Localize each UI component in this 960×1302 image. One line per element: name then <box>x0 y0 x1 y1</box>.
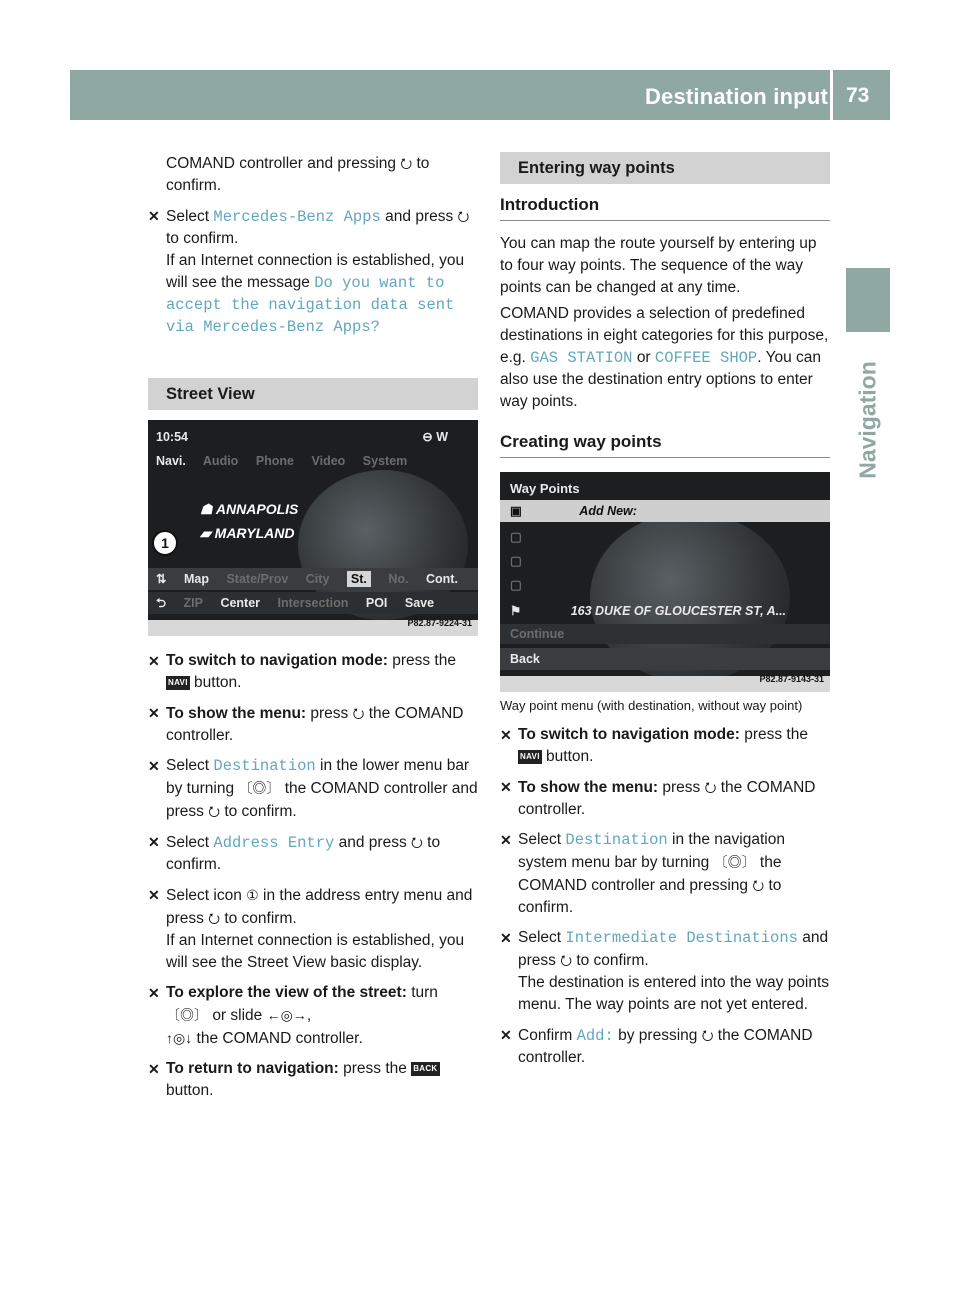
step-select-icon <box>148 884 478 974</box>
figure-caption: Way point menu (with destination, without way point) <box>500 698 803 713</box>
step-marker-icon: ✕ <box>148 653 160 669</box>
way-points-screenshot <box>500 472 830 692</box>
text: press the <box>343 1060 407 1077</box>
text: and press <box>338 834 407 851</box>
press-icon: ⭮ <box>457 208 470 224</box>
text: Select <box>518 929 562 946</box>
compass-label: W <box>436 430 448 444</box>
step-marker-icon: ✕ <box>148 758 160 774</box>
subhead-introduction: Introduction <box>500 194 830 221</box>
text: press the <box>392 652 456 669</box>
bold-text: To show the menu: <box>166 705 307 722</box>
turn-icon: 〔◎〕 <box>713 854 756 870</box>
step-marker-icon: ✕ <box>148 834 160 850</box>
image-code: P82.87-9224-31 <box>407 618 472 628</box>
step-marker-icon: ✕ <box>500 1027 512 1043</box>
text: in the lower menu bar by turning <box>166 757 470 797</box>
step-show-menu <box>148 702 478 747</box>
section-way-points: Entering way points <box>500 152 830 184</box>
text: button. <box>194 674 242 691</box>
text: the COMAND controller. <box>166 705 464 744</box>
screen-time: 10:54 <box>156 430 188 444</box>
entry-street: St. <box>347 571 371 587</box>
text: . You can also use the destination entry options to enter way points. <box>500 349 822 410</box>
text: or slide <box>212 1007 263 1024</box>
waypoint-slot-3: ▢ <box>510 554 522 568</box>
text: in the address entry menu and press <box>166 887 473 927</box>
screen-back: Back <box>500 648 830 670</box>
text: or <box>636 349 651 366</box>
screen-status-bar <box>148 426 478 448</box>
step-show-menu <box>500 776 830 821</box>
lower-poi: POI <box>365 596 388 610</box>
text: the COMAND controller. <box>518 779 816 818</box>
step-marker-icon: ✕ <box>500 779 512 795</box>
callout-1-icon: ① <box>246 887 259 903</box>
step-marker-icon: ✕ <box>500 832 512 848</box>
step-marker-icon: ✕ <box>148 985 160 1001</box>
text: the COMAND controller. <box>518 1027 813 1066</box>
step-switch-nav <box>500 724 830 768</box>
chapter-title: Destination input <box>644 84 828 109</box>
menu-item-add: Add: <box>576 1027 614 1045</box>
press-icon: ⭮ <box>208 910 221 926</box>
press-icon: ⭮ <box>560 952 573 968</box>
waypoint-icon: ▣ <box>510 504 522 518</box>
message-line-1: Do you want to <box>314 274 445 292</box>
screen-main-menu <box>148 450 478 472</box>
text: the COMAND controller and pressing <box>518 854 782 894</box>
screen-title: Way Points <box>510 481 580 496</box>
intro-text-2: to confirm. <box>166 155 430 194</box>
bold-text: To switch to navigation mode: <box>166 652 388 669</box>
lower-intersection: Intersection <box>277 596 349 610</box>
add-new-label: Add New: <box>579 504 637 518</box>
text: to confirm. <box>166 230 239 247</box>
waypoint-slot-4: ▢ <box>510 578 522 592</box>
message-line-3: via Mercedes-Benz Apps? <box>166 318 380 336</box>
destination-flag-icon: ⚑ <box>510 604 522 618</box>
back-key-icon: BACK <box>411 1062 439 1076</box>
menu-video: Video <box>311 454 346 468</box>
step-select-address <box>148 831 478 876</box>
navi-key-icon: NAVI <box>518 750 542 764</box>
menu-item-mercedes-apps: Mercedes-Benz Apps <box>213 208 381 226</box>
text: the COMAND controller and press <box>166 780 478 820</box>
press-icon: ⭮ <box>752 877 765 893</box>
menu-item-destination: Destination <box>565 831 668 849</box>
lower-zip: ZIP <box>183 596 203 610</box>
step-explore-street: ✕ To explore the view of the street: turn 〔◎〕 or slide ←◎→, ↑◎↓ the COMAND controller. <box>148 984 438 1047</box>
image-code: P82.87-9143-31 <box>759 674 824 684</box>
slide-ud-icon: ↑◎↓ <box>166 1030 193 1046</box>
text: Select <box>166 757 210 774</box>
step-marker-icon: ✕ <box>148 705 160 721</box>
waypoint-slot-2: ▢ <box>510 530 522 544</box>
right-column <box>500 152 830 1077</box>
menu-navi: Navi. <box>156 454 186 468</box>
step-marker-icon: ✕ <box>500 727 512 743</box>
text: button. <box>166 1082 214 1099</box>
text: Select icon <box>166 887 242 904</box>
intro-text <box>148 152 478 197</box>
destination-label: 163 DUKE OF GLOUCESTER ST, A... <box>570 604 787 618</box>
menu-item-destination: Destination <box>213 757 316 775</box>
text: to confirm. <box>576 952 649 969</box>
menu-phone: Phone <box>255 454 295 468</box>
screen-state: ▰ MARYLAND <box>200 525 295 541</box>
text: Select <box>518 831 562 848</box>
menu-item-intermediate-destinations: Intermediate Destinations <box>565 929 798 947</box>
menu-item-address-entry: Address Entry <box>213 834 335 852</box>
screen-lower-bar <box>148 592 478 614</box>
navi-key-icon: NAVI <box>166 676 190 690</box>
step-select-destination <box>500 829 830 919</box>
subhead-creating-way-points: Creating way points <box>500 431 830 458</box>
intro-paragraph-1: You can map the route yourself by entering up to four way points. The sequence of the way points can be changed at any time. <box>500 235 817 296</box>
press-icon: ⭮ <box>400 155 413 171</box>
step-marker-icon: ✕ <box>148 1061 160 1077</box>
category-coffee-shop: COFFEE SHOP <box>654 349 758 367</box>
text: COMAND provides a selection of predefined destinations in eight categories for this purpose, e.g. <box>500 305 829 366</box>
step-marker-icon: ✕ <box>148 887 160 903</box>
lower-save: Save <box>404 596 435 610</box>
step-marker-icon: ✕ <box>148 208 160 224</box>
section-street-view: Street View <box>148 378 478 410</box>
header-separator <box>830 70 833 120</box>
entry-continue: Cont. <box>425 572 458 586</box>
callout-1: 1 <box>152 530 178 556</box>
press-icon: ⭮ <box>208 803 221 819</box>
text: press the <box>744 726 808 743</box>
state-label: MARYLAND <box>214 525 295 541</box>
text: to confirm. <box>224 803 297 820</box>
entry-state: State/Prov <box>226 572 289 586</box>
press-icon: ⭮ <box>352 705 365 721</box>
step-intermediate-destinations <box>500 927 830 1016</box>
category-gas-station: GAS STATION <box>530 349 633 367</box>
text: to confirm. <box>518 877 782 916</box>
left-column <box>148 152 478 1110</box>
message-line-2: accept the navigation data sent <box>166 296 455 314</box>
text: in the navigation system menu bar by turning <box>518 831 785 871</box>
lower-center: Center <box>220 596 261 610</box>
press-icon: ⭮ <box>704 779 717 795</box>
side-tab-marker <box>846 268 890 332</box>
press-icon: ⭮ <box>701 1027 714 1043</box>
text: press <box>662 779 701 796</box>
page-number: 73 <box>846 84 870 107</box>
screen-entry-bar <box>148 568 478 590</box>
street-view-screenshot <box>148 420 478 636</box>
text: Confirm <box>518 1027 573 1044</box>
entry-map: Map <box>183 572 209 586</box>
bold-text: To show the menu: <box>518 779 659 796</box>
text: and press <box>385 208 454 225</box>
screen-city: ☗ ANNAPOLIS <box>200 501 299 517</box>
text: button. <box>546 748 594 765</box>
entry-number: No. <box>388 572 409 586</box>
bold-text: To explore the view of the street: <box>166 984 407 1001</box>
text: and press <box>518 929 829 969</box>
entry-city: City <box>305 572 330 586</box>
screen-add-row <box>500 500 830 522</box>
intro-text-1: COMAND controller and pressing <box>166 155 397 172</box>
step-select-apps <box>148 205 478 338</box>
street-view-icon: ⇅ <box>156 572 167 586</box>
screen-continue: Continue <box>500 624 830 644</box>
text: If an Internet connection is established, you will see the Street View basic display. <box>166 932 465 971</box>
text: to confirm. <box>224 910 297 927</box>
city-label: ANNAPOLIS <box>215 501 299 517</box>
bold-text: To switch to navigation mode: <box>518 726 740 743</box>
slide-lr-icon: ←◎→ <box>266 1007 307 1023</box>
text: The destination is entered into the way points menu. The way points are not yet entered. <box>518 974 830 1013</box>
text: to confirm. <box>166 834 441 873</box>
turn-icon: 〔◎〕 <box>166 1007 208 1023</box>
menu-system: System <box>362 454 408 468</box>
text: Select <box>166 834 210 851</box>
bold-text: To return to navigation: <box>166 1060 339 1077</box>
text: press <box>310 705 349 722</box>
step-return-nav <box>148 1058 478 1102</box>
back-arrow-icon: ⮌ <box>156 596 167 610</box>
text: If an Internet connection is established, you will see the message <box>166 252 465 291</box>
intro-paragraph-2 <box>500 303 830 413</box>
step-marker-icon: ✕ <box>500 930 512 946</box>
text: Select <box>166 208 210 225</box>
menu-audio: Audio <box>202 454 239 468</box>
step-select-destination <box>148 755 478 823</box>
step-switch-nav <box>148 650 478 694</box>
step-confirm-add <box>500 1024 830 1069</box>
text: by pressing <box>618 1027 698 1044</box>
screen-destination-row <box>500 600 830 622</box>
side-section-label: Navigation <box>854 361 881 479</box>
press-icon: ⭮ <box>411 834 423 850</box>
text: turn <box>411 984 438 1001</box>
screen-compass: ⊖ W <box>422 430 448 444</box>
turn-icon: 〔◎〕 <box>238 780 281 796</box>
text: the COMAND controller. <box>196 1030 363 1047</box>
